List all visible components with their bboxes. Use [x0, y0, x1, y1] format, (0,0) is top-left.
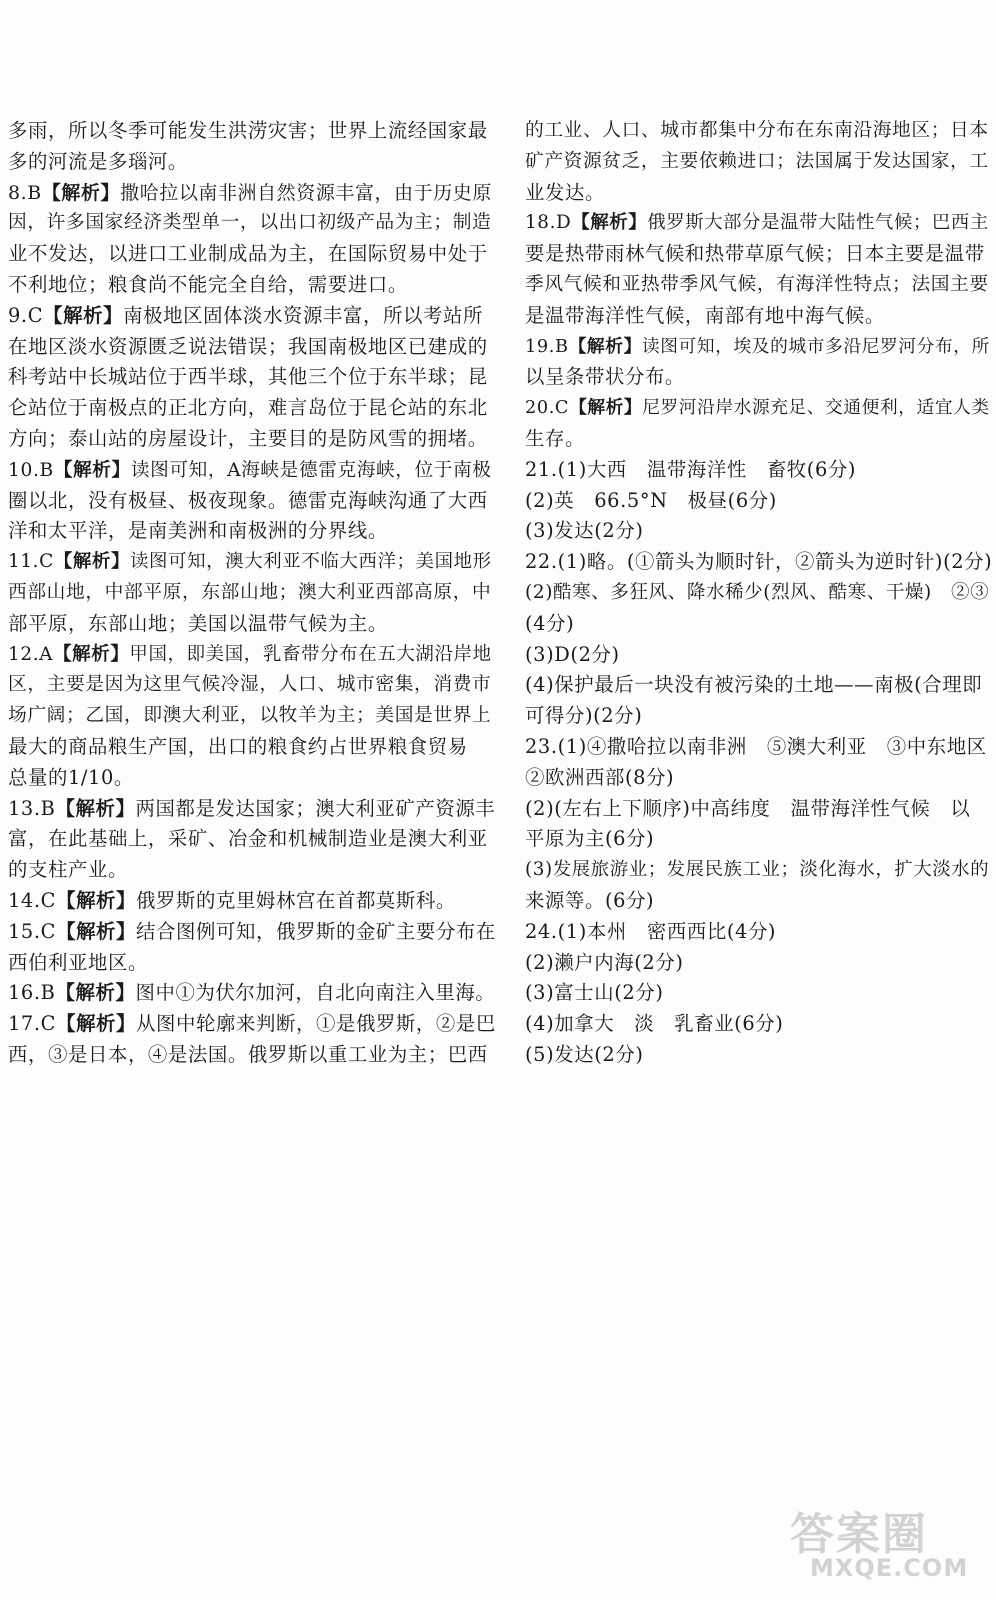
text-line: 生存。 [525, 426, 585, 450]
text-line: 13.B【解析】两国都是发达国家；澳大利亚矿产资源丰 [8, 796, 496, 820]
text-line: 西，③是日本，④是法国。俄罗斯以重工业为主；巴西 [8, 1042, 488, 1066]
text-line: 最大的商品粮生产国，出口的粮食约占世界粮食贸易 [8, 734, 468, 758]
text-line: (4分) [525, 611, 575, 635]
analysis-label: 【解析】 [568, 335, 642, 357]
text-line: 的支柱产业。 [8, 858, 128, 882]
text-line: (2)英 66.5°N 极昼(6分) [525, 488, 777, 512]
watermark-url-text: MXQE.COM [810, 1554, 969, 1582]
text-line: (2)濑户内海(2分) [525, 950, 684, 974]
text-line: 14.C【解析】俄罗斯的克里姆林宫在首都莫斯科。 [8, 888, 456, 912]
text-line: 10.B【解析】读图可知，A海峡是德雷克海峡，位于南极 [8, 458, 492, 481]
text-line: 区，主要是因为这里气候冷湿，人口、城市密集，消费市 [8, 674, 492, 696]
analysis-label: 【解析】 [56, 888, 137, 912]
text-line: (5)发达(2分) [525, 1042, 644, 1066]
text-line: 11.C【解析】读图可知，澳大利亚不临大西洋；美国地形 [8, 551, 492, 573]
text-line: 以呈条带状分布。 [525, 365, 685, 389]
text-line: 不利地位；粮食尚不能完全自给，需要进口。 [8, 272, 408, 296]
text-line: 的工业、人口、城市都集中分布在东南沿海地区；日本 [525, 120, 989, 141]
text-line: 16.B【解析】图中①为伏尔加河，自北向南注入里海。 [8, 981, 496, 1005]
text-line: 多的河流是多瑙河。 [8, 149, 188, 173]
text-line: 平原为主(6分) [525, 827, 655, 851]
analysis-label: 【解析】 [56, 919, 137, 943]
text-line: 矿产资源贫乏，主要依赖进口；法国属于发达国家，工 [525, 150, 989, 172]
text-line: 仑站位于南极点的正北方向，难言岛位于昆仑站的东北 [8, 396, 488, 420]
analysis-label: 【解析】 [55, 981, 136, 1005]
text-line: (3)富士山(2分) [525, 981, 664, 1005]
analysis-label: 【解析】 [43, 303, 124, 327]
text-line: 业不发达，以进口工业制成品为主，在国际贸易中处于 [8, 242, 488, 266]
text-line: (3)发展旅游业；发展民族工业；淡化海水，扩大淡水的 [525, 859, 990, 881]
text-line: 西部山地，中部平原，东部山地；澳大利亚西部高原，中 [8, 581, 492, 603]
text-line: 9.C【解析】南极地区固体淡水资源丰富，所以考站所 [8, 303, 483, 327]
text-line: ②欧洲西部(8分) [525, 765, 675, 789]
text-line: (2)(左右上下顺序)中高纬度 温带海洋性气候 以 [525, 796, 971, 820]
text-line: 18.D【解析】俄罗斯大部分是温带大陆性气候；巴西主 [525, 212, 989, 234]
text-line: (4)保护最后一块没有被污染的土地——南极(合理即 [525, 673, 983, 697]
text-line: (2)酷寒、多狂风、降水稀少(烈风、酷寒、干燥) ②③ [525, 581, 990, 603]
text-line: 部平原，东部山地；美国以温带气候为主。 [8, 611, 388, 635]
text-line: 8.B【解析】撒哈拉以南非洲自然资源丰富，由于历史原 [8, 181, 492, 204]
text-line: (3)发达(2分) [525, 519, 644, 543]
text-line: 圈以北，没有极昼、极夜现象。德雷克海峡沟通了大西 [8, 488, 488, 512]
left-column [8, 116, 496, 1071]
text-line: 总量的1/10。 [8, 765, 134, 789]
analysis-label: 【解析】 [53, 458, 131, 481]
text-line: 场广阔；乙国，即澳大利亚，以牧羊为主；美国是世界上 [8, 705, 492, 727]
analysis-label: 【解析】 [41, 181, 121, 204]
text-line: 23.(1)④撒哈拉以南非洲 ⑤澳大利亚 ③中东地区 [525, 734, 987, 758]
text-line: 要是热带雨林气候和热带草原气候；日本主要是温带 [525, 242, 985, 266]
analysis-label: 【解析】 [53, 551, 130, 573]
text-line: 可得分)(2分) [525, 704, 643, 728]
text-line: 多雨，所以冬季可能发生洪涝灾害；世界上流经国家最 [8, 119, 488, 142]
text-line: (4)加拿大 淡 乳畜业(6分) [525, 1012, 784, 1036]
text-line: 21.(1)大西 温带海洋性 畜牧(6分) [525, 457, 857, 481]
analysis-label: 【解析】 [56, 1012, 137, 1036]
analysis-label: 【解析】 [569, 397, 643, 419]
text-line: 因，许多国家经济类型单一，以出口初级产品为主；制造 [8, 212, 492, 234]
text-line: (3)D(2分) [525, 642, 620, 666]
text-line: 季风气候和亚热带季风气候，有海洋性特点；法国主要 [525, 273, 989, 295]
text-line: 方向；泰山站的房屋设计，主要目的是防风雪的拥堵。 [8, 426, 488, 450]
text-line: 是温带海洋性气候，南部有地中海气候。 [525, 303, 885, 327]
text-line: 洋和太平洋，是南美洲和南极洲的分界线。 [8, 519, 388, 543]
text-line: 西伯利亚地区。 [8, 950, 148, 974]
text-line: 富，在此基础上，采矿、冶金和机械制造业是澳大利亚 [8, 827, 488, 851]
text-line: 在地区淡水资源匮乏说法错误；我国南极地区已建成的 [8, 334, 488, 358]
text-line: 19.B【解析】读图可知，埃及的城市多沿尼罗河分布，所 [525, 335, 990, 357]
watermark-logo-text: 答案圈 [790, 1509, 928, 1560]
text-line: 科考站中长城站位于西半球，其他三个位于东半球；昆 [8, 365, 488, 389]
text-line: 17.C【解析】从图中轮廓来判断，①是俄罗斯，②是巴 [8, 1012, 496, 1036]
text-line: 业发达。 [525, 180, 605, 204]
text-line: 15.C【解析】结合图例可知，俄罗斯的金矿主要分布在 [8, 919, 496, 943]
analysis-label: 【解析】 [55, 796, 136, 820]
text-line: 20.C【解析】尼罗河沿岸水源充足、交通便利，适宜人类 [525, 397, 990, 419]
text-line: 24.(1)本州 密西西比(4分) [525, 919, 777, 943]
text-line: 12.A【解析】甲国，即美国，乳畜带分布在五大湖沿岸地 [8, 643, 492, 665]
analysis-label: 【解析】 [571, 212, 648, 234]
text-line: 来源等。(6分) [525, 888, 655, 912]
site-watermark [790, 1498, 990, 1594]
right-column [525, 116, 993, 1071]
analysis-label: 【解析】 [53, 643, 130, 665]
text-line: 22.(1)略。(①箭头为顺时针，②箭头为逆时针)(2分) [525, 550, 993, 574]
